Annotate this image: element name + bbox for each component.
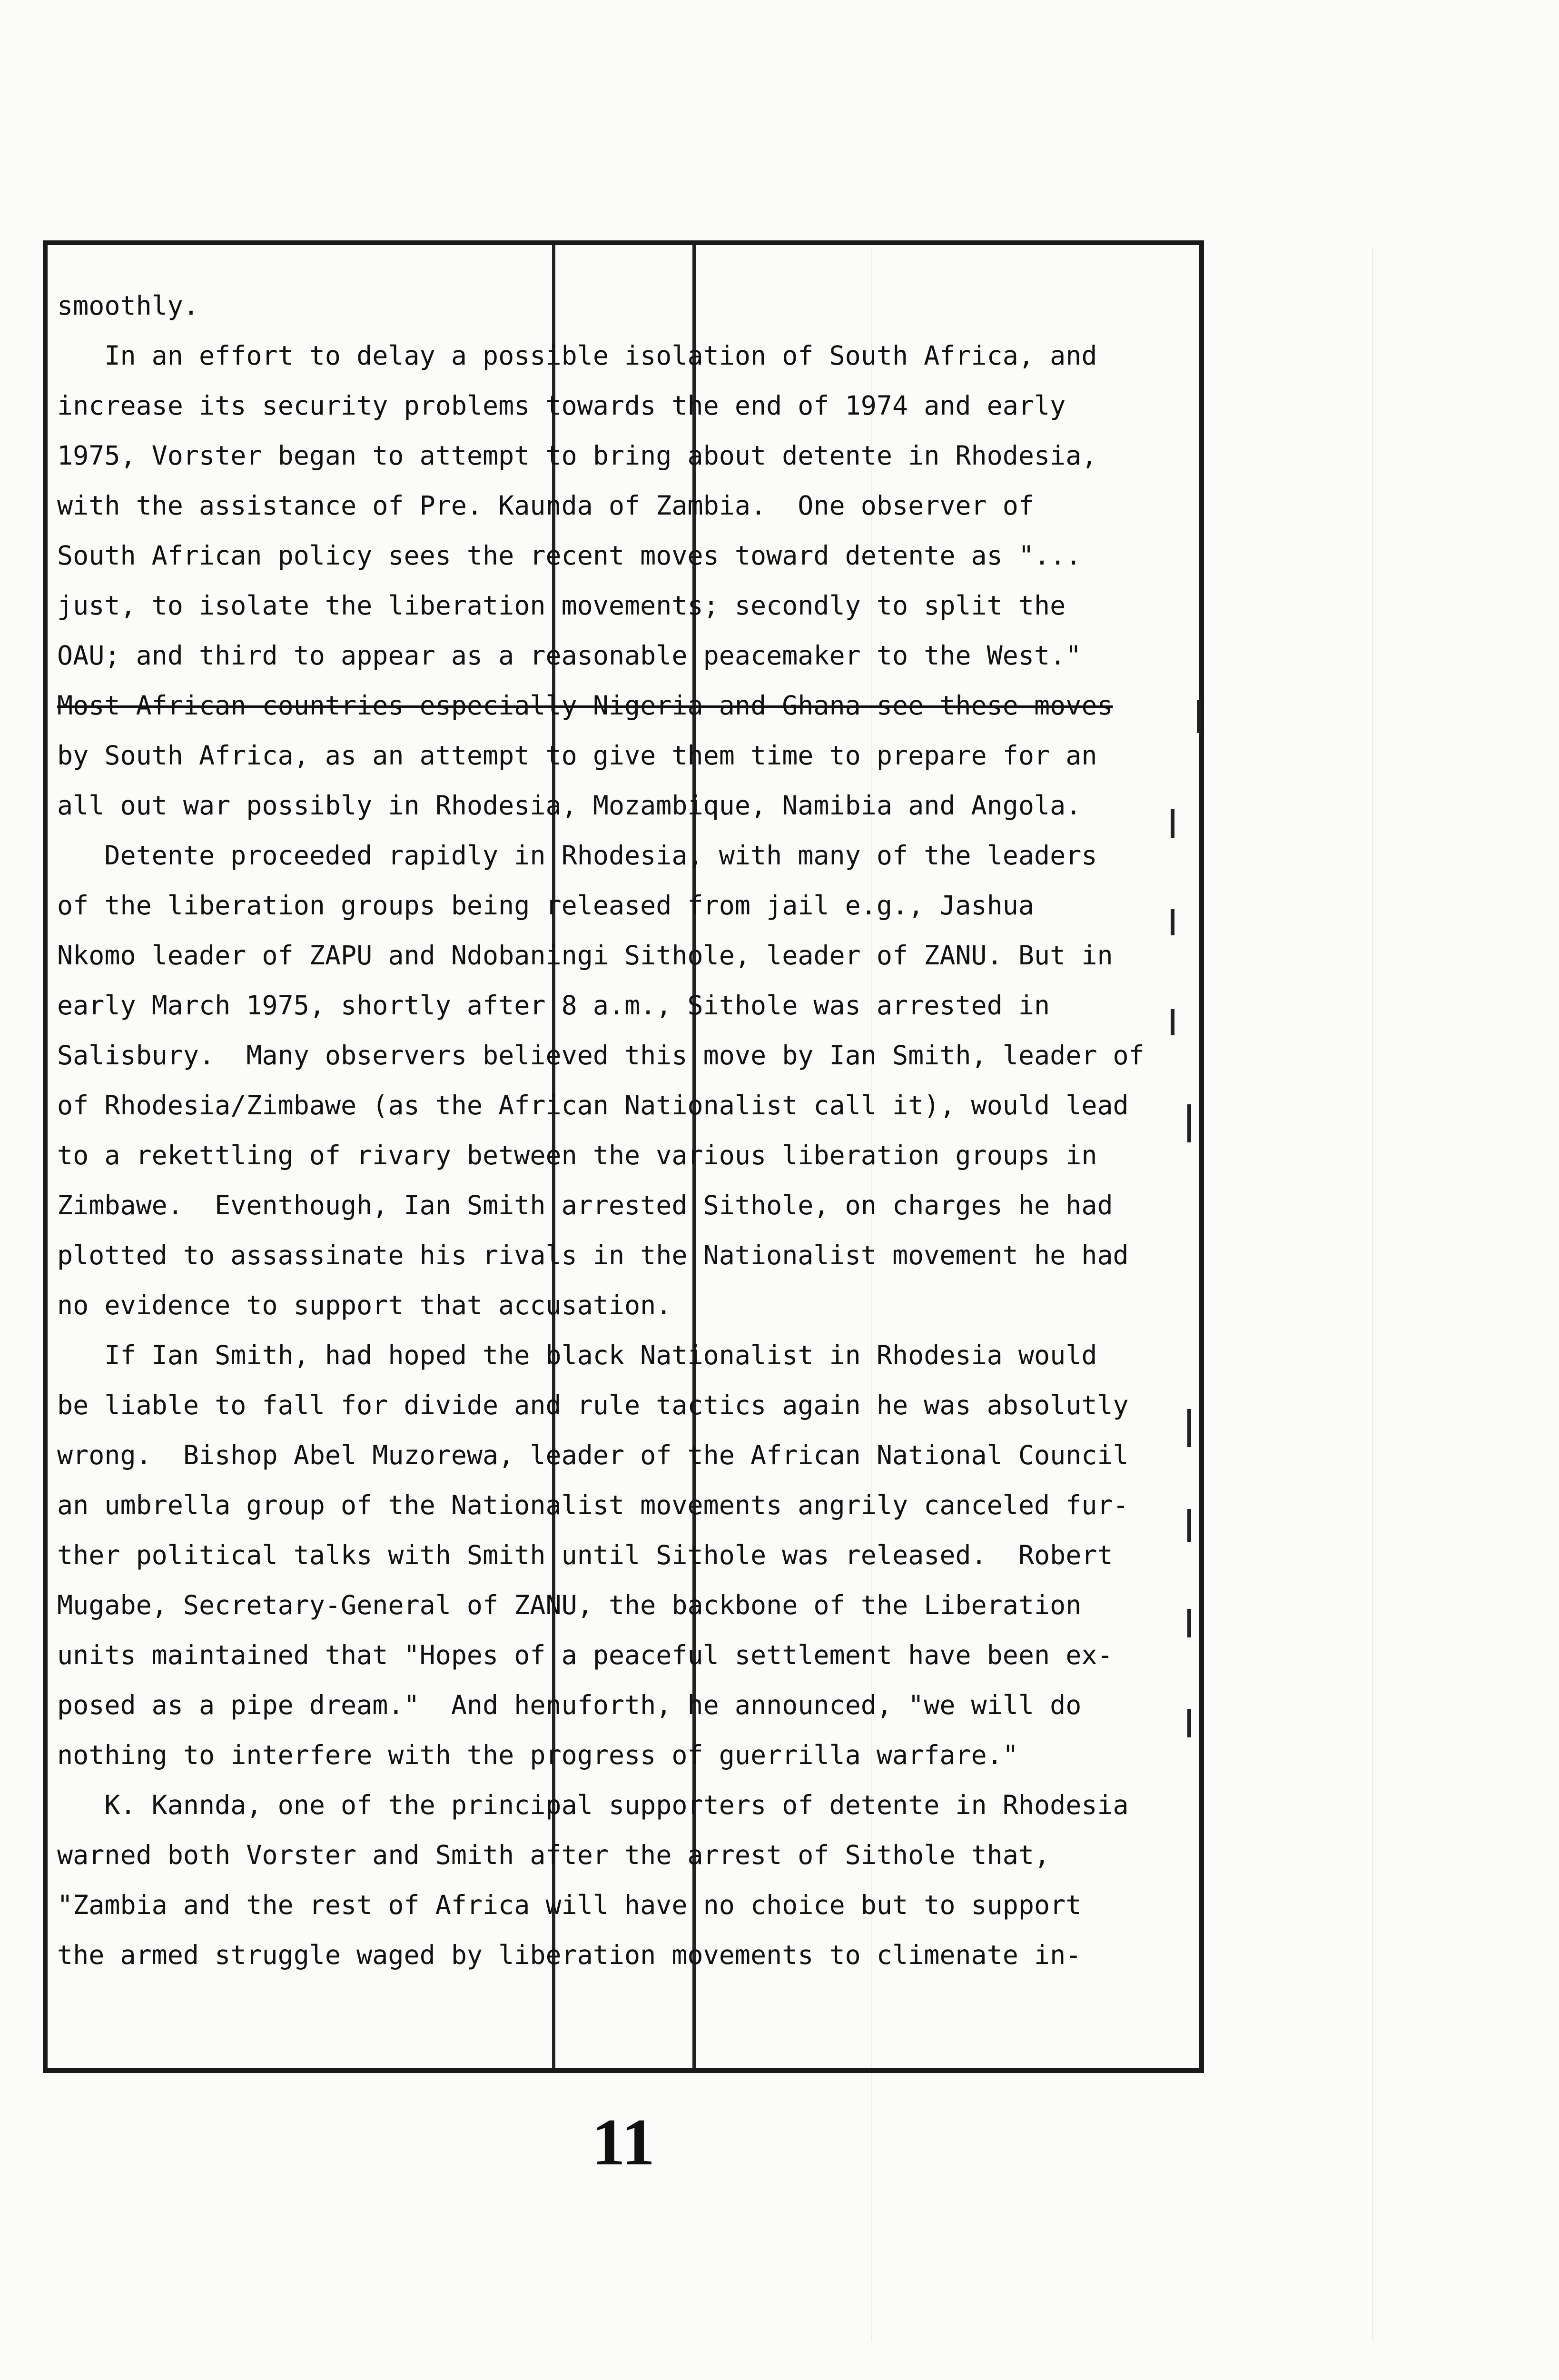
- text-line: Mugabe, Secretary-General of ZANU, the backbone of the Liberation: [57, 1590, 1082, 1620]
- text-line: be liable to fall for divide and rule tactics again he was absolutly: [57, 1390, 1129, 1420]
- text-line: nothing to interfere with the progress of guerrilla warfare.": [57, 1740, 1018, 1770]
- text-line: increase its security problems towards the end of 1974 and early: [57, 390, 1066, 421]
- text-line: South African policy sees the recent moves toward detente as "...: [57, 540, 1082, 571]
- text-line: the armed struggle waged by liberation movements to climenate in-: [57, 1940, 1082, 1970]
- text-line: If Ian Smith, had hoped the black Nationalist in Rhodesia would: [57, 1340, 1097, 1370]
- text-line: units maintained that "Hopes of a peaceful settlement have been ex-: [57, 1640, 1113, 1670]
- text-line: smoothly.: [57, 290, 199, 321]
- text-line: with the assistance of Pre. Kaunda of Zambia. One observer of: [57, 490, 1034, 521]
- text-line: of Rhodesia/Zimbawe (as the African Nationalist call it), would lead: [57, 1090, 1129, 1121]
- text-line: OAU; and third to appear as a reasonable peacemaker to the West.": [57, 640, 1082, 671]
- body-text: [57, 281, 1209, 1980]
- text-line: to a rekettling of rivary between the various liberation groups in: [57, 1140, 1097, 1170]
- text-line: 1975, Vorster began to attempt to bring about detente in Rhodesia,: [57, 440, 1097, 471]
- text-line: wrong. Bishop Abel Muzorewa, leader of the African National Council: [57, 1440, 1129, 1470]
- text-line: by South Africa, as an attempt to give them time to prepare for an: [57, 740, 1097, 771]
- page-number: 11: [592, 2105, 655, 2179]
- text-line: warned both Vorster and Smith after the arrest of Sithole that,: [57, 1840, 1050, 1870]
- text-line: Nkomo leader of ZAPU and Ndobaningi Sithole, leader of ZANU. But in: [57, 940, 1113, 971]
- text-line: no evidence to support that accusation.: [57, 1290, 672, 1320]
- text-line: ther political talks with Smith until Sithole was released. Robert: [57, 1540, 1113, 1570]
- text-line: Detente proceeded rapidly in Rhodesia, with many of the leaders: [57, 840, 1097, 871]
- text-line: Salisbury. Many observers believed this move by Ian Smith, leader of: [57, 1040, 1145, 1071]
- text-line: K. Kannda, one of the principal supporters of detente in Rhodesia: [57, 1790, 1129, 1820]
- text-line: Zimbawe. Eventhough, Ian Smith arrested Sithole, on charges he had: [57, 1190, 1113, 1220]
- text-line: plotted to assassinate his rivals in the Nationalist movement he had: [57, 1240, 1129, 1270]
- struck-text-line: Most African countries especially Nigeria and Ghana see these moves: [57, 690, 1113, 721]
- text-line: an umbrella group of the Nationalist movements angrily canceled fur-: [57, 1490, 1129, 1520]
- text-line: "Zambia and the rest of Africa will have no choice but to support: [57, 1890, 1082, 1920]
- text-line: just, to isolate the liberation movements; secondly to split the: [57, 590, 1066, 621]
- text-line: early March 1975, shortly after 8 a.m., Sithole was arrested in: [57, 990, 1050, 1021]
- text-line: In an effort to delay a possible isolation of South Africa, and: [57, 340, 1097, 371]
- text-line: all out war possibly in Rhodesia, Mozambique, Namibia and Angola.: [57, 790, 1082, 821]
- text-line: posed as a pipe dream." And henuforth, he announced, "we will do: [57, 1690, 1082, 1720]
- text-line: of the liberation groups being released from jail e.g., Jashua: [57, 890, 1034, 921]
